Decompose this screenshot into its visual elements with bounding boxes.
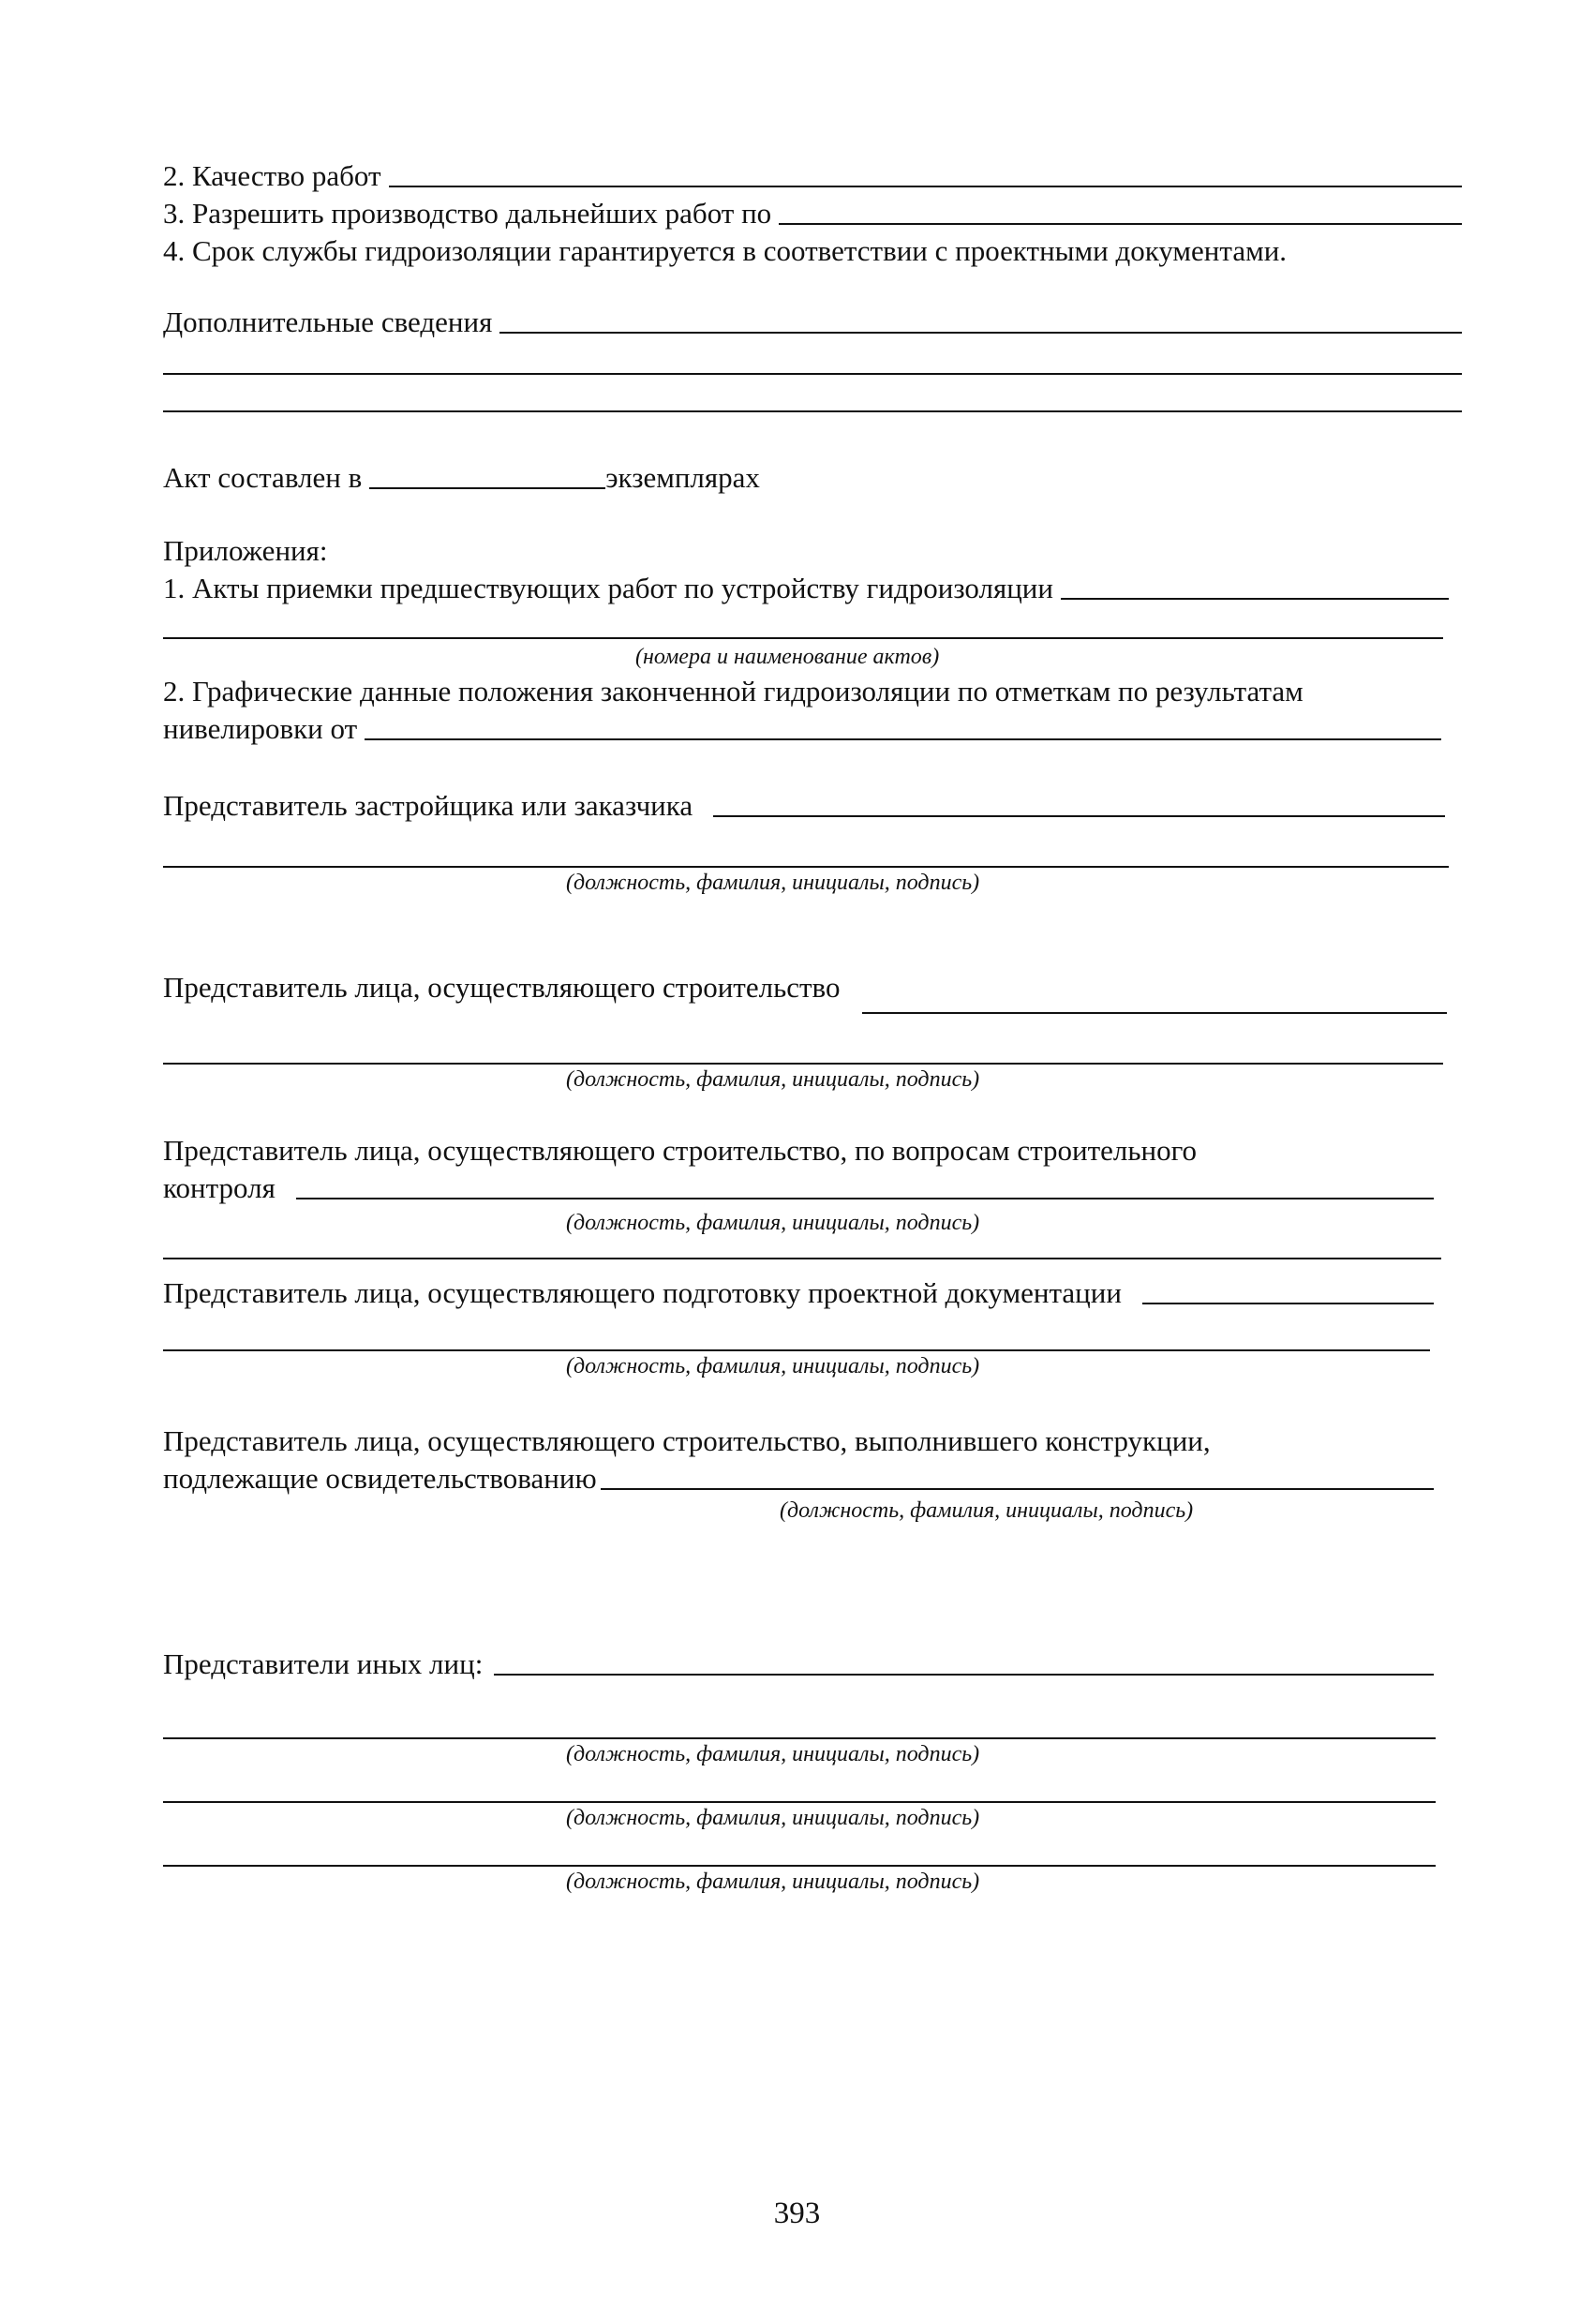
additional-info-field[interactable]	[499, 332, 1462, 334]
permit-label: 3. Разрешить производство дальнейших работ по	[163, 197, 772, 230]
designer-signature-caption: (должность, фамилия, инициалы, подпись)	[566, 1354, 980, 1378]
copies-prefix: Акт составлен в	[163, 461, 363, 494]
additional-info-line-3[interactable]	[163, 410, 1462, 412]
builder-row	[163, 969, 1447, 1006]
leveling-label: нивелировки от	[163, 712, 358, 745]
builder-control-field[interactable]	[296, 1198, 1434, 1199]
warranty-row	[163, 232, 1462, 270]
others-row	[163, 1646, 1434, 1683]
builder-control-row-2	[163, 1169, 1434, 1207]
quality-label: 2. Качество работ	[163, 159, 381, 192]
builder-signature-caption: (должность, фамилия, инициалы, подпись)	[566, 1067, 980, 1092]
developer-row	[163, 787, 1445, 825]
builder-control-label: контроля	[163, 1171, 276, 1204]
attachments-title: Приложения:	[163, 534, 328, 567]
copies-field[interactable]	[369, 487, 605, 489]
builder-signature-line[interactable]	[163, 1063, 1443, 1065]
builder-label: Представитель лица, осуществляющего строительство	[163, 971, 841, 1004]
attachment-2-text: 2. Графические данные положения законченной гидроизоляции по отметкам по результатам	[163, 675, 1304, 708]
attachment-1-row	[163, 570, 1449, 607]
quality-field[interactable]	[389, 186, 1462, 187]
attachment-1-caption: (номера и наименование актов)	[635, 645, 940, 669]
others-signature-line-1[interactable]	[163, 1737, 1436, 1739]
executor-field[interactable]	[601, 1488, 1434, 1490]
others-signature-line-2[interactable]	[163, 1801, 1436, 1803]
developer-field[interactable]	[713, 815, 1445, 817]
builder-control-text: Представитель лица, осуществляющего строительство, по вопросам строительного	[163, 1134, 1198, 1167]
others-signature-caption-3: (должность, фамилия, инициалы, подпись)	[566, 1870, 980, 1894]
builder-field[interactable]	[862, 1012, 1447, 1014]
executor-signature-caption: (должность, фамилия, инициалы, подпись)	[780, 1498, 1194, 1523]
developer-signature-line[interactable]	[163, 866, 1449, 868]
attachment-2-row	[163, 673, 1462, 710]
attachment-1-line-2[interactable]	[163, 637, 1443, 639]
attachment-1-field[interactable]	[1061, 598, 1449, 600]
others-label: Представители иных лиц:	[163, 1647, 484, 1680]
designer-field[interactable]	[1142, 1303, 1434, 1304]
leveling-row	[163, 710, 1441, 748]
builder-control-extra-line[interactable]	[163, 1258, 1441, 1259]
copies-suffix: экземплярах	[605, 461, 760, 494]
others-field[interactable]	[494, 1674, 1434, 1676]
others-signature-caption-1: (должность, фамилия, инициалы, подпись)	[566, 1742, 980, 1766]
builder-control-caption: (должность, фамилия, инициалы, подпись)	[566, 1211, 980, 1235]
others-signature-line-3[interactable]	[163, 1865, 1436, 1867]
additional-info-line-2[interactable]	[163, 373, 1462, 375]
attachment-1-label: 1. Акты приемки предшествующих работ по устройству гидроизоляции	[163, 572, 1053, 604]
warranty-text: 4. Срок службы гидроизоляции гарантируется в соответствии с проектными документами.	[163, 234, 1288, 267]
designer-row	[163, 1274, 1434, 1312]
developer-label: Представитель застройщика или заказчика	[163, 789, 693, 822]
permit-row	[163, 195, 1462, 232]
additional-info-label: Дополнительные сведения	[163, 305, 493, 338]
developer-signature-caption: (должность, фамилия, инициалы, подпись)	[566, 871, 980, 895]
additional-info-row	[163, 304, 1462, 341]
quality-row	[163, 157, 1462, 195]
executor-row-2	[163, 1460, 1434, 1497]
page-number: 393	[773, 2197, 821, 2230]
permit-field[interactable]	[779, 223, 1462, 225]
executor-label: подлежащие освидетельствованию	[163, 1462, 597, 1495]
designer-label: Представитель лица, осуществляющего подготовку проектной документации	[163, 1276, 1122, 1309]
leveling-field[interactable]	[365, 738, 1441, 740]
executor-text: Представитель лица, осуществляющего строительство, выполнившего конструкции,	[163, 1424, 1211, 1457]
attachments-title-row	[163, 532, 1462, 570]
copies-row	[163, 459, 760, 497]
designer-signature-line[interactable]	[163, 1349, 1430, 1351]
executor-row-1	[163, 1423, 1462, 1460]
others-signature-caption-2: (должность, фамилия, инициалы, подпись)	[566, 1806, 980, 1830]
builder-control-row-1	[163, 1132, 1462, 1169]
